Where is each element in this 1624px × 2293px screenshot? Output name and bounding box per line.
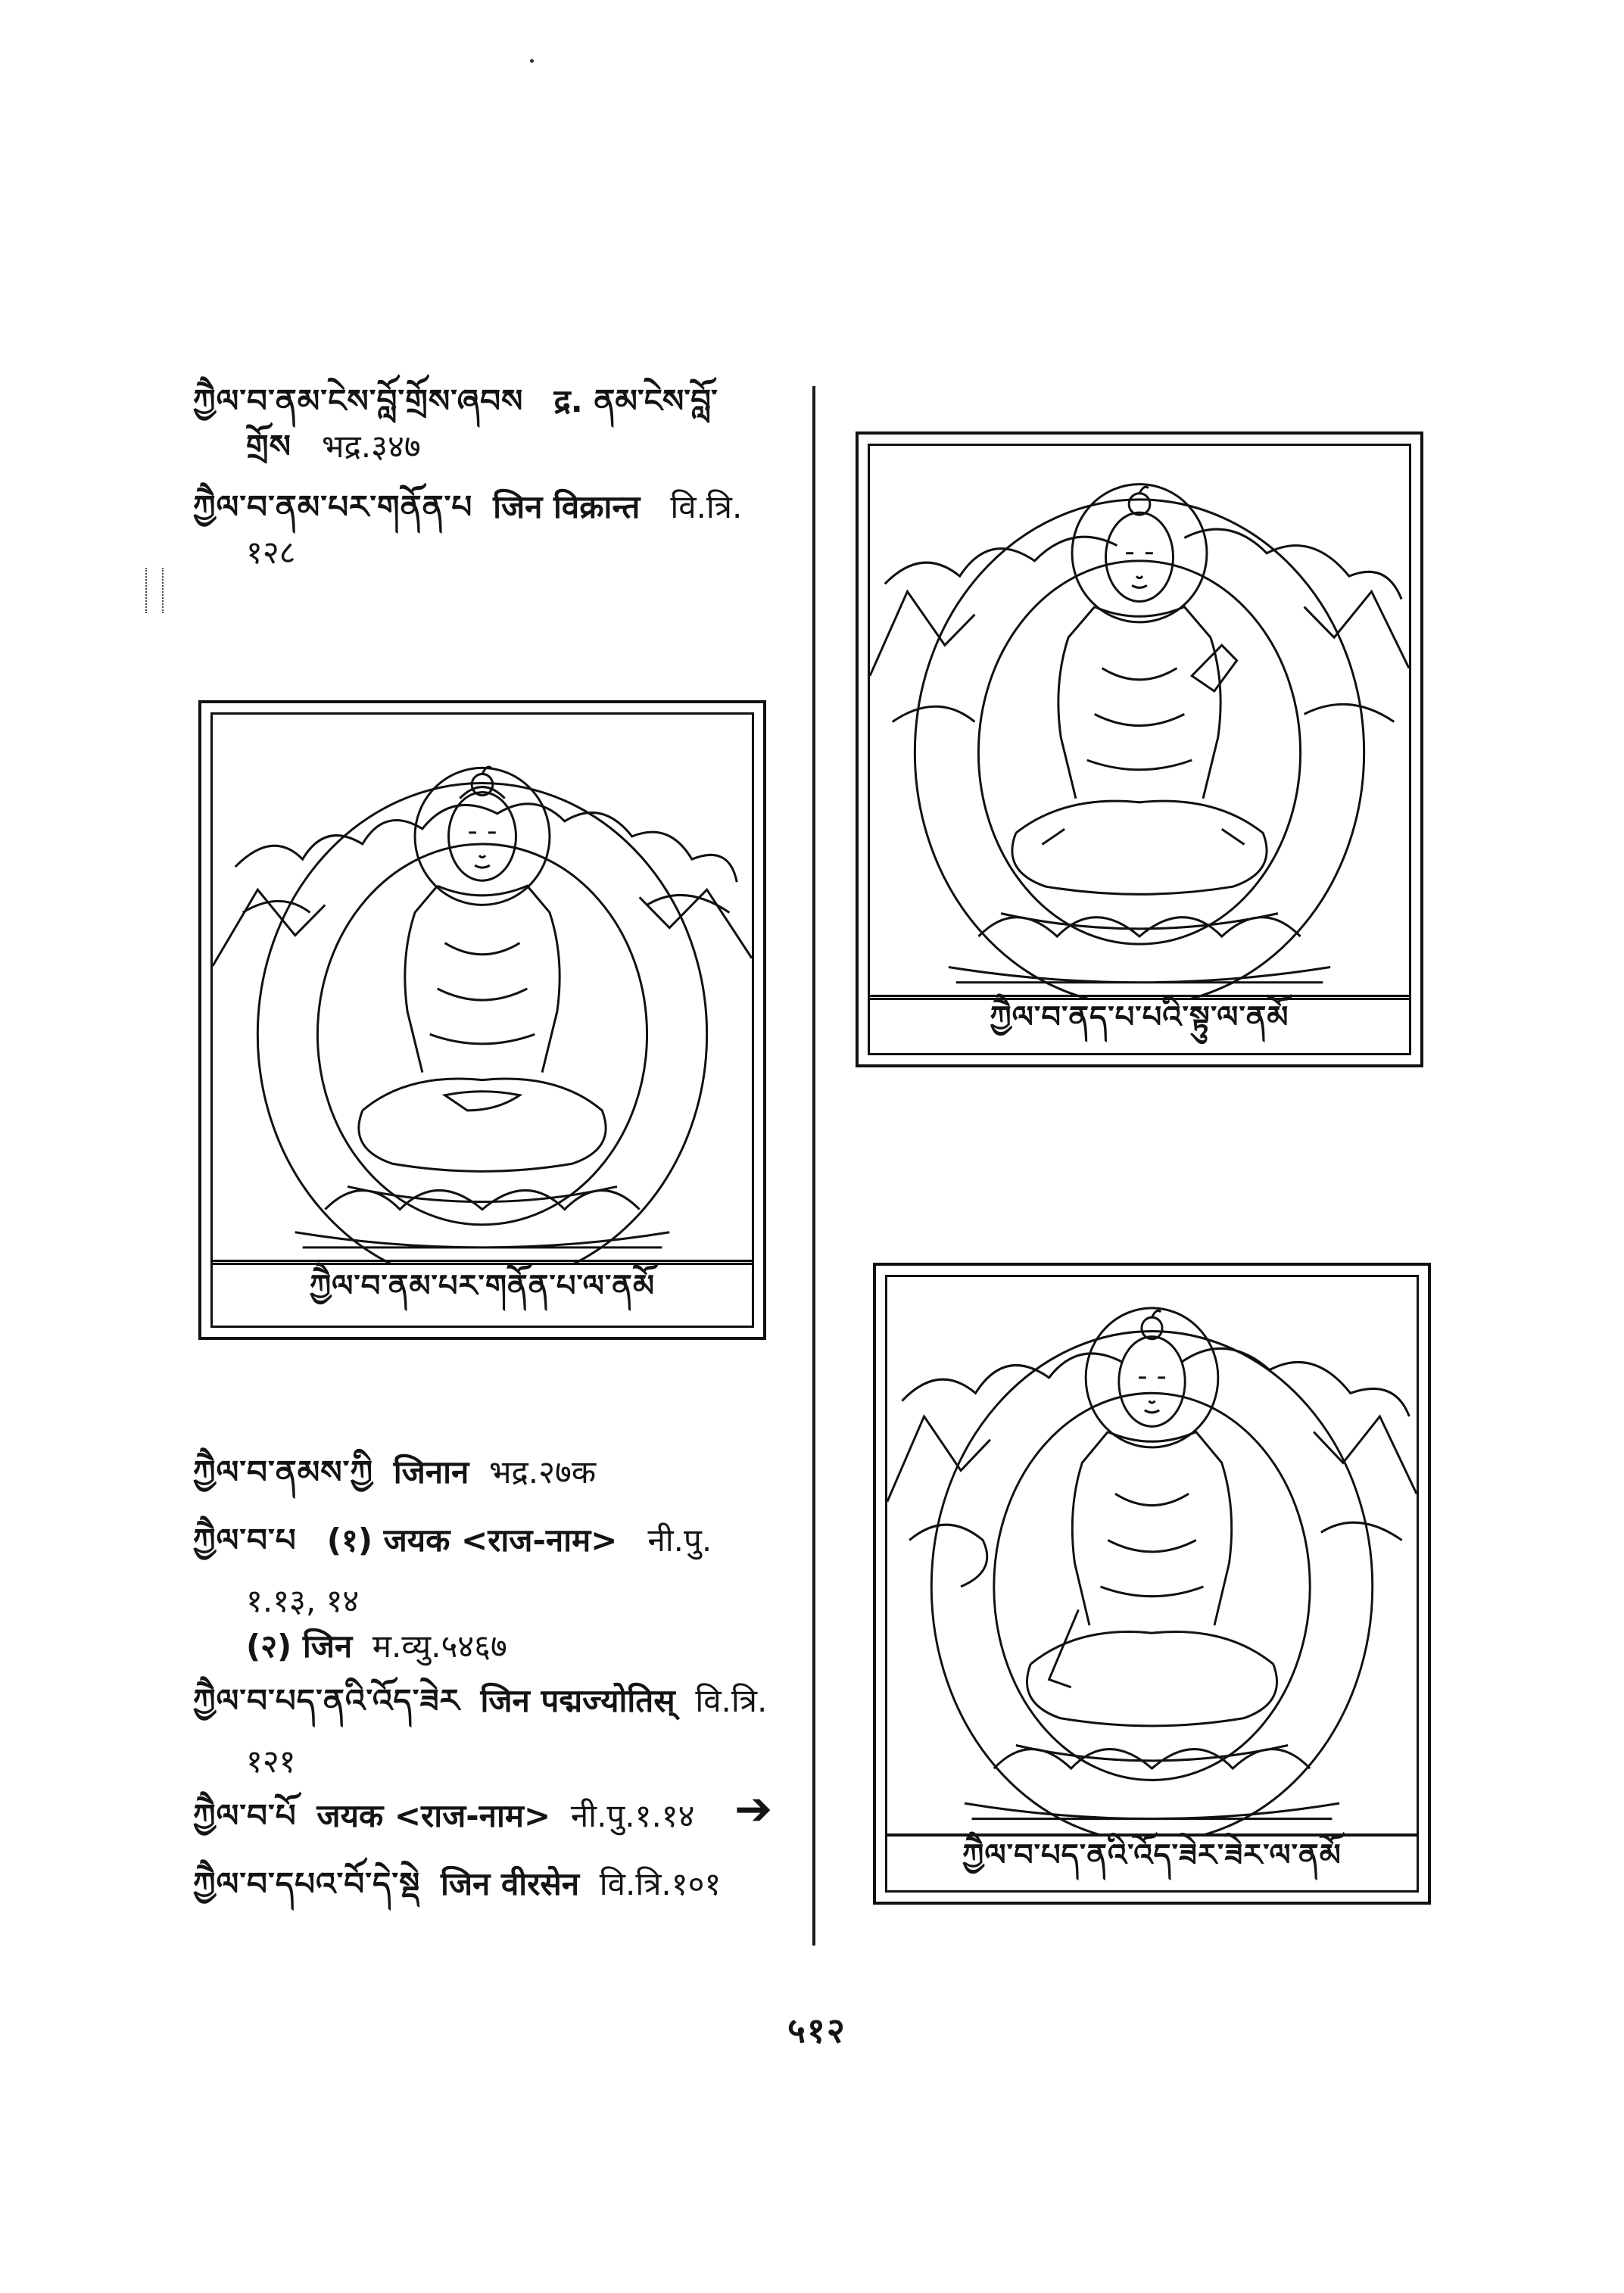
page-number: ५१२ <box>787 2010 846 2051</box>
buddha-drawing <box>887 1277 1417 1834</box>
figure-caption: ཀྱཻལ་བ་ནམ་པར་གནོན་པ་ལ་ནམོ <box>210 1260 754 1328</box>
sanskrit-gloss: (२) जिन <box>246 1628 353 1665</box>
cross-reference: द्र. ནམ་ངེས་བློ་ <box>553 382 718 419</box>
buddha-figure-left <box>198 700 766 1340</box>
headword-tibetan: ཀྱཻལ་བ་པོ <box>193 1797 297 1834</box>
headword-tibetan: ཀྱཻལ་བ་དཔའ་བོ་དེ་སྡེ <box>193 1865 421 1902</box>
source-reference: नी.पु. <box>647 1522 712 1559</box>
sanskrit-gloss: जिन पद्मज्योतिस् <box>480 1682 675 1719</box>
source-reference: भद्र.३४७ <box>321 428 421 465</box>
buddha-drawing <box>870 446 1409 998</box>
headword-tibetan: ཀྱཻལ་བ་ནམ་ངེས་བློ་གྲོས་ཞབས <box>193 382 524 419</box>
buddha-illustration <box>885 1275 1419 1837</box>
headword-tibetan: ཀྱཻལ་བ་ནམ་པར་གནོན་པ <box>193 488 473 525</box>
entry-line <box>193 530 799 575</box>
headword-tibetan: གྲོས <box>246 428 291 465</box>
entry-line <box>193 1793 799 1839</box>
headword-tibetan: ཀྱཻལ་བ་པ <box>193 1522 297 1559</box>
arrow-icon: ➔ <box>734 1783 773 1836</box>
sanskrit-gloss: जिनान <box>393 1453 469 1491</box>
margin-mark <box>145 568 164 613</box>
sanskrit-gloss: जिन वीरसेन <box>440 1865 580 1902</box>
buddha-drawing <box>213 715 752 1263</box>
column-divider <box>812 386 815 1946</box>
left-column-lower <box>193 1450 799 1907</box>
source-reference: म.व्यु.५४६७ <box>372 1628 507 1665</box>
entry-line <box>193 1739 799 1784</box>
entry-line <box>193 1578 799 1624</box>
entry-line <box>193 424 799 469</box>
source-reference: १२८ <box>246 534 296 571</box>
figure-caption: ཀྱཻལ་བ་ནད་པ་པའི་སྟུ་ལ་ནམོ <box>868 995 1411 1055</box>
source-reference: १२१ <box>246 1743 296 1780</box>
entry-line <box>193 1678 799 1724</box>
source-reference: वि.त्रि.१०१ <box>599 1865 722 1902</box>
sanskrit-gloss: (१) जयक <राज-नाम> <box>326 1522 618 1559</box>
source-reference: नी.पु.१.१४ <box>570 1797 695 1834</box>
source-reference: वि.त्रि. <box>670 488 743 525</box>
left-column-upper <box>193 379 799 575</box>
headword-tibetan: ཀྱཻལ་བ་ནམས་ཀྱི <box>193 1453 374 1491</box>
sanskrit-gloss: जिन विक्रान्त <box>493 488 641 525</box>
sanskrit-gloss: जयक <राज-नाम> <box>316 1797 551 1834</box>
entry-line <box>193 1624 799 1669</box>
entry-line <box>193 1450 799 1495</box>
paper-speck <box>530 59 534 63</box>
source-reference: १.१३, १४ <box>246 1582 360 1619</box>
source-reference: वि.त्रि. <box>695 1682 768 1719</box>
buddha-illustration <box>210 712 754 1265</box>
entry-line <box>193 1518 799 1563</box>
entry-line <box>193 1862 799 1907</box>
source-reference: भद्र.२७क <box>488 1453 597 1491</box>
entry-line <box>193 484 799 530</box>
figure-caption: ཀྱཻལ་བ་པད་ནའི་འོད་ཟེར་ཟེར་ལ་ནམོ <box>885 1833 1419 1893</box>
buddha-illustration <box>868 444 1411 1000</box>
headword-tibetan: ཀྱཻལ་བ་པད་ནའི་འོད་ཟེར <box>193 1682 460 1719</box>
buddha-figure-bottom-right <box>873 1263 1431 1905</box>
buddha-figure-top-right <box>856 431 1423 1067</box>
entry-line <box>193 379 799 424</box>
